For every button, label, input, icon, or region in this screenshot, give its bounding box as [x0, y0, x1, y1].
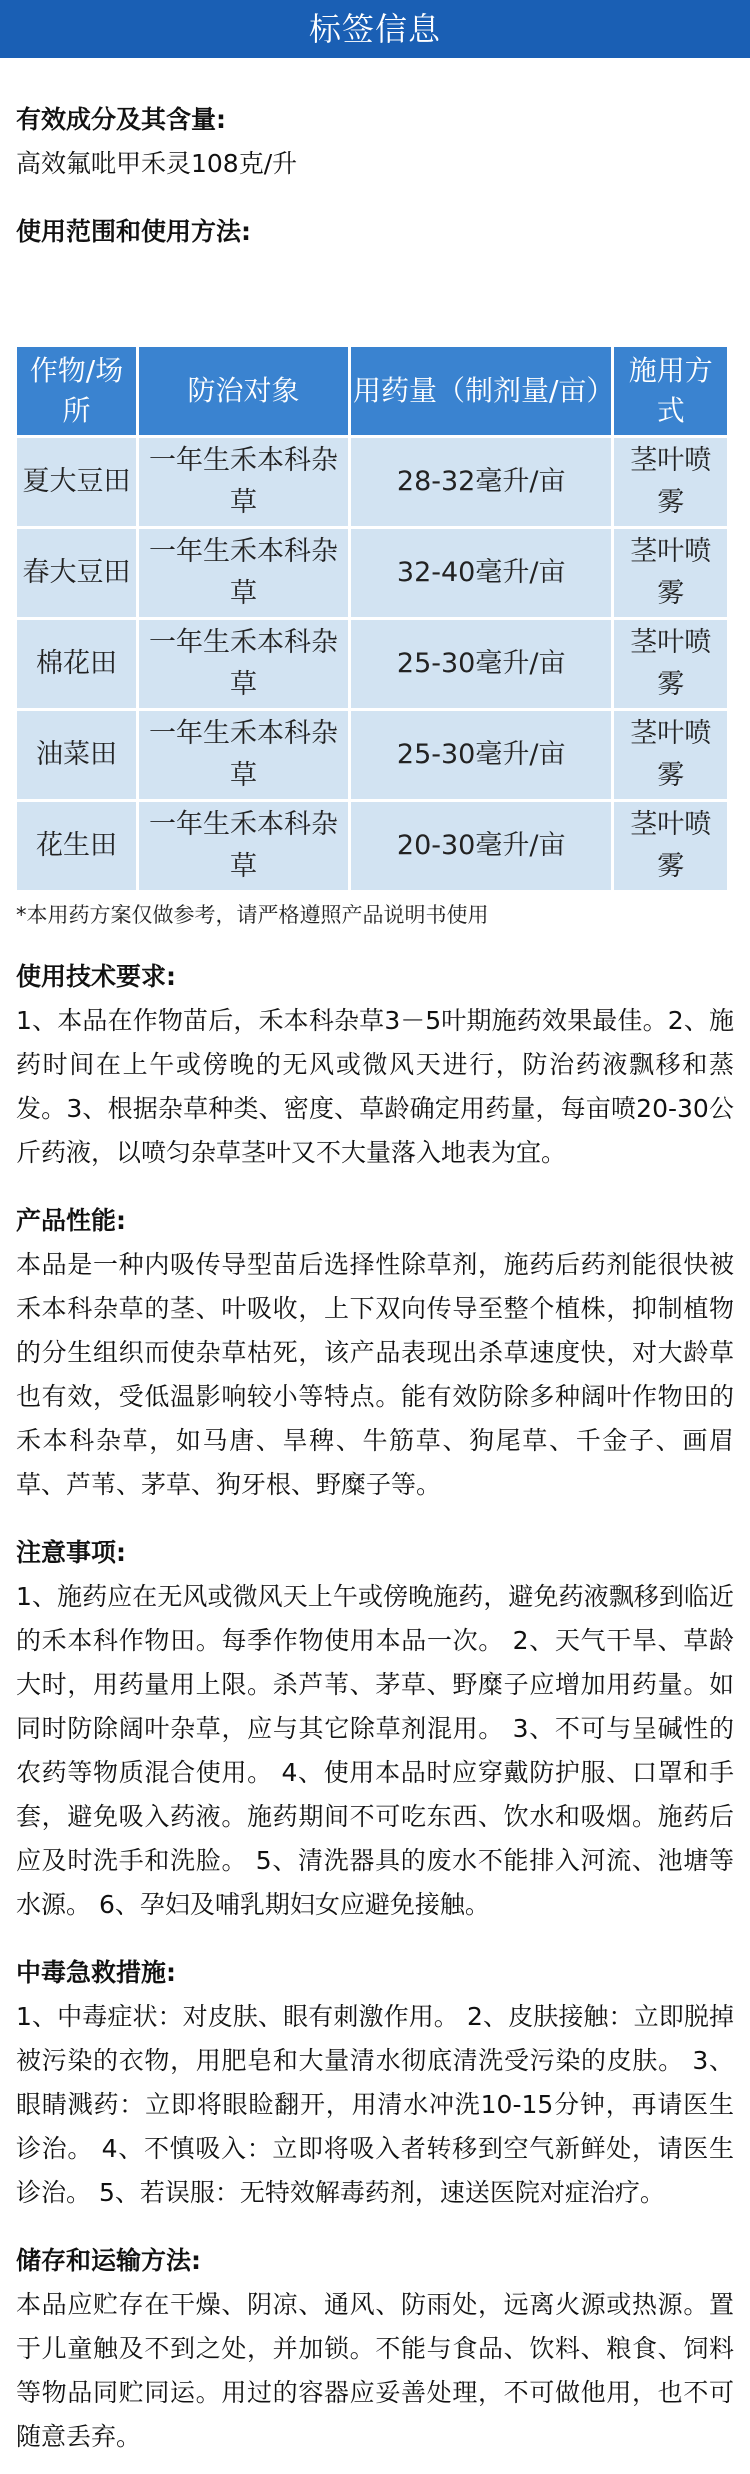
performance-title: 产品性能:: [16, 1206, 126, 1235]
column-header-target: 防治对象: [139, 347, 348, 435]
cell-dosage: 25-30毫升/亩: [351, 711, 611, 799]
cell-dosage: 28-32毫升/亩: [351, 438, 611, 526]
page-title: 标签信息: [308, 10, 441, 48]
column-header-dosage: 用药量（制剂量/亩）: [351, 347, 611, 435]
column-header-crop: 作物/场所: [17, 347, 136, 435]
cell-crop: 棉花田: [17, 620, 136, 708]
cell-target: 一年生禾本科杂草: [139, 529, 348, 617]
first-aid-text: 1、中毒症状：对皮肤、眼有刺激作用。 2、皮肤接触：立即脱掉被污染的衣物，用肥皂和大量清水彻底清洗受污染的皮肤。 3、眼睛溅药：立即将眼睑翻开，用清水冲洗10-15分钟，再请医生诊治。 4、不慎吸入：立即将吸入者转移到空气新鲜处，请医生诊治。 5、若误服：无特效解毒药剂，速送医院对症治疗。: [16, 2002, 734, 2207]
performance-text: 本品是一种内吸传导型苗后选择性除草剂，施药后药剂能很快被禾本科杂草的茎、叶吸收，上下双向传导至整个植株，抑制植物的分生组织而使杂草枯死，该产品表现出杀草速度快，对大龄草也有效，受低温影响较小等特点。能有效防除多种阔叶作物田的禾本科杂草，如马唐、旱稗、牛筋草、狗尾草、千金子、画眉草、芦苇、茅草、狗牙根、野糜子等。: [16, 1250, 734, 1499]
cell-method: 茎叶喷雾: [614, 438, 727, 526]
cell-crop: 花生田: [17, 802, 136, 890]
cell-target: 一年生禾本科杂草: [139, 802, 348, 890]
technique-text: 1、本品在作物苗后，禾本科杂草3－5叶期施药效果最佳。2、施药时间在上午或傍晚的无风或微风天进行，防治药液飘移和蒸发。3、根据杂草种类、密度、草龄确定用药量，每亩喷20-30公斤药液，以喷匀杂草茎叶又不大量落入地表为宜。: [16, 1006, 734, 1167]
ingredient-title: 有效成分及其含量:: [16, 105, 226, 134]
label-content: [16, 58, 734, 2459]
page-header: [0, 0, 750, 58]
table-row: [17, 529, 727, 617]
cell-crop: 油菜田: [17, 711, 136, 799]
precautions-text: 1、施药应在无风或微风天上午或傍晚施药，避免药液飘移到临近的禾本科作物田。每季作物使用本品一次。 2、天气干旱、草龄大时，用药量用上限。杀芦苇、茅草、野糜子应增加用药量。如同时防除阔叶杂草，应与其它除草剂混用。 3、不可与呈碱性的农药等物质混合使用。 4、使用本品时应穿戴防护服、口罩和手套，避免吸入药液。施药期间不可吃东西、饮水和吸烟。施药后应及时洗手和洗脸。 5、清洗器具的废水不能排入河流、池塘等水源。 6、孕妇及哺乳期妇女应避免接触。: [16, 1582, 734, 1919]
table-row: [17, 438, 727, 526]
usage-note: *本用药方案仅做参考，请严格遵照产品说明书使用: [16, 903, 489, 927]
storage-title: 储存和运输方法:: [16, 2246, 201, 2275]
cell-method: 茎叶喷雾: [614, 620, 727, 708]
table-header-row: [17, 347, 727, 435]
cell-target: 一年生禾本科杂草: [139, 438, 348, 526]
table-row: [17, 802, 727, 890]
cell-target: 一年生禾本科杂草: [139, 620, 348, 708]
ingredient-text: 高效氟吡甲禾灵108克/升: [16, 149, 298, 178]
table-row: [17, 711, 727, 799]
column-header-method: 施用方式: [614, 347, 727, 435]
cell-dosage: 32-40毫升/亩: [351, 529, 611, 617]
storage-text: 本品应贮存在干燥、阴凉、通风、防雨处，远离火源或热源。置于儿童触及不到之处，并加锁。不能与食品、饮料、粮食、饲料等物品同贮同运。用过的容器应妥善处理，不可做他用，也不可随意丢弃。: [16, 2290, 734, 2451]
usage-table: [14, 344, 730, 893]
technique-title: 使用技术要求:: [16, 962, 176, 991]
cell-method: 茎叶喷雾: [614, 529, 727, 617]
cell-crop: 春大豆田: [17, 529, 136, 617]
cell-target: 一年生禾本科杂草: [139, 711, 348, 799]
cell-method: 茎叶喷雾: [614, 802, 727, 890]
cell-dosage: 25-30毫升/亩: [351, 620, 611, 708]
cell-crop: 夏大豆田: [17, 438, 136, 526]
first-aid-title: 中毒急救措施:: [16, 1958, 176, 1987]
usage-title: 使用范围和使用方法:: [16, 217, 251, 246]
cell-dosage: 20-30毫升/亩: [351, 802, 611, 890]
cell-method: 茎叶喷雾: [614, 711, 727, 799]
precautions-title: 注意事项:: [16, 1538, 126, 1567]
table-row: [17, 620, 727, 708]
